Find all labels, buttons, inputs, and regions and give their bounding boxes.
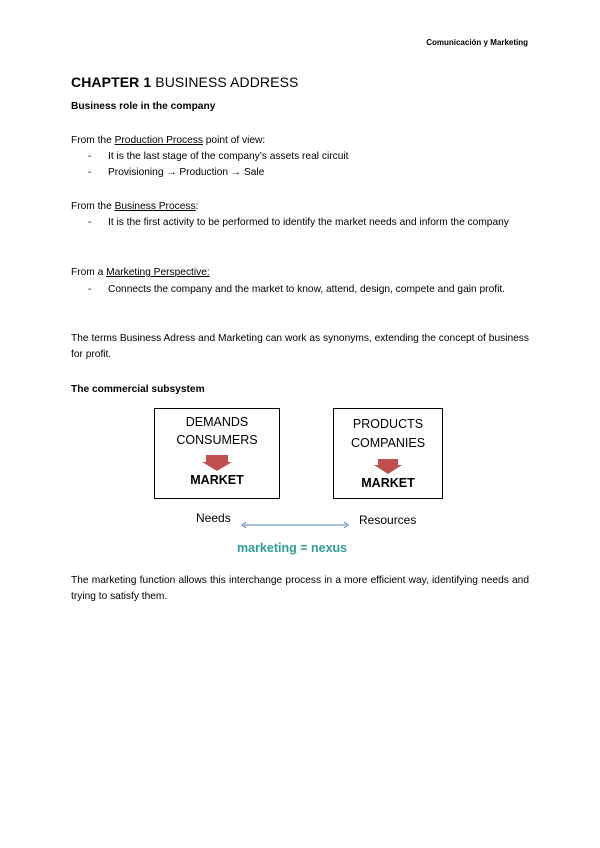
demands-consumers-box <box>154 408 280 499</box>
chapter-name: BUSINESS ADDRESS <box>155 74 299 90</box>
bullet-dash: - <box>88 167 92 178</box>
running-header: Comunicación y Marketing <box>426 38 528 47</box>
business-intro <box>71 199 529 215</box>
list-item <box>88 282 529 298</box>
marketing-perspective-term: Marketing Perspective: <box>106 267 210 278</box>
list-item-text: Provisioning → Production → Sale <box>108 167 265 178</box>
production-process-term: Production Process <box>114 135 203 146</box>
business-process-term: Business Process <box>114 201 196 212</box>
bullet-dash: - <box>88 284 92 295</box>
chapter-title <box>71 74 298 90</box>
products-companies-box <box>333 408 443 499</box>
marketing-intro-before: From a <box>71 267 107 278</box>
closing-paragraph: The marketing function allows this interchange process in a more efficient way, identifying needs and trying to satisfy them. <box>71 575 529 602</box>
left-box-market: MARKET <box>190 473 244 487</box>
marketing-intro <box>71 265 529 281</box>
production-intro <box>71 133 529 149</box>
chapter-prefix: CHAPTER 1 <box>71 74 152 90</box>
bullet-dash: - <box>88 151 92 162</box>
production-intro-before: From the <box>71 135 115 146</box>
production-intro-after: point of view: <box>202 135 266 146</box>
left-box-line1: DEMANDS <box>185 415 249 429</box>
section-heading-commercial-subsystem: The commercial subsystem <box>71 384 205 395</box>
list-item-text: Connects the company and the market to know, attend, design, compete and gain profit. <box>108 284 505 295</box>
down-arrow-icon <box>202 455 232 471</box>
business-intro-after: : <box>195 201 199 212</box>
right-box-market: MARKET <box>361 476 415 490</box>
list-item <box>88 215 529 231</box>
marketing-nexus-label: marketing = nexus <box>237 541 348 555</box>
right-box-line2: COMPANIES <box>350 436 426 450</box>
right-box-line1: PRODUCTS <box>352 417 424 431</box>
list-item-text: It is the first activity to be performed to identify the market needs and inform the company <box>108 217 509 228</box>
bullet-dash: - <box>88 217 92 228</box>
section-heading-business-role: Business role in the company <box>71 101 216 112</box>
left-box-line2: CONSUMERS <box>176 433 258 447</box>
list-item <box>88 149 529 165</box>
down-arrow-icon <box>374 459 402 474</box>
business-intro-before: From the <box>71 201 115 212</box>
synonyms-paragraph: The terms Business Adress and Marketing can work as synonyms, extending the concept of business for profit. <box>71 333 529 360</box>
list-item-text: It is the last stage of the company’s assets real circuit <box>108 151 349 162</box>
double-arrow-connector-icon <box>240 520 350 530</box>
resources-label: Resources <box>359 513 417 527</box>
needs-label: Needs <box>196 511 231 525</box>
list-item <box>88 165 529 181</box>
